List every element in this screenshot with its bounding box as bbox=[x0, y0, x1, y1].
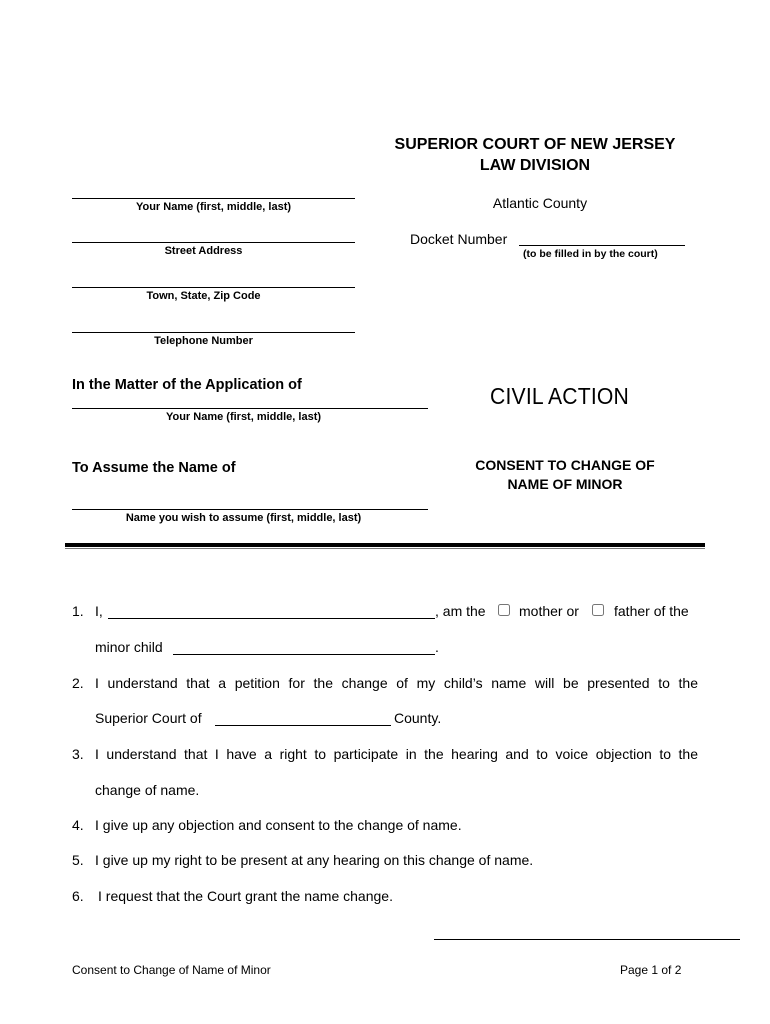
street-address-label: Street Address bbox=[164, 245, 243, 257]
item-3-number: 3. bbox=[72, 746, 84, 762]
item-1-number: 1. bbox=[72, 603, 84, 619]
parent-name-input[interactable] bbox=[108, 604, 435, 619]
item-3-text-cont: change of name. bbox=[95, 782, 200, 798]
assume-name-heading: To Assume the Name of bbox=[72, 460, 236, 476]
item-2-text: I understand that a petition for the change of my child’s name will be presented to the bbox=[95, 675, 698, 691]
town-state-zip-label: Town, State, Zip Code bbox=[146, 290, 261, 302]
item-5-text: I give up my right to be present at any hearing on this change of name. bbox=[95, 852, 534, 868]
father-label: father of the bbox=[614, 603, 689, 619]
matter-heading: In the Matter of the Application of bbox=[72, 377, 302, 393]
item-2-number: 2. bbox=[72, 675, 84, 691]
item-3-text: I understand that I have a right to participate in the hearing and to voice objection to the bbox=[95, 746, 698, 762]
item-1-period: . bbox=[435, 639, 439, 655]
item-4-number: 4. bbox=[72, 817, 84, 833]
your-name-label: Your Name (first, middle, last) bbox=[135, 201, 292, 213]
assumed-name-input[interactable] bbox=[72, 495, 428, 510]
county-name: Atlantic County bbox=[492, 195, 588, 211]
item-2-superior-court: Superior Court of bbox=[95, 710, 202, 726]
assumed-name-label: Name you wish to assume (first, middle, last) bbox=[125, 512, 362, 524]
footer-page-number: Page 1 of 2 bbox=[620, 963, 682, 977]
county-input[interactable] bbox=[215, 711, 391, 726]
item-1-text-i: I, bbox=[95, 603, 103, 619]
court-division: LAW DIVISION bbox=[479, 157, 591, 174]
docket-number-input[interactable] bbox=[519, 231, 685, 246]
item-1-text-am-the: , am the bbox=[435, 603, 486, 619]
item-6-text: I request that the Court grant the name change. bbox=[98, 888, 393, 904]
telephone-input[interactable] bbox=[72, 318, 355, 333]
docket-label: Docket Number bbox=[410, 231, 508, 247]
item-2-county: County. bbox=[394, 710, 442, 726]
item-1-minor-child: minor child bbox=[95, 639, 163, 655]
applicant-name-label: Your Name (first, middle, last) bbox=[165, 411, 322, 423]
docket-note: (to be filled in by the court) bbox=[523, 248, 658, 260]
section-divider-shadow bbox=[65, 548, 705, 549]
item-6-number: 6. bbox=[72, 888, 84, 904]
mother-label: mother or bbox=[519, 603, 579, 619]
street-address-input[interactable] bbox=[72, 228, 355, 243]
document-title-line2: NAME OF MINOR bbox=[507, 476, 623, 492]
civil-action-title: CIVIL ACTION bbox=[490, 383, 630, 409]
signature-input[interactable] bbox=[434, 925, 740, 940]
town-state-zip-input[interactable] bbox=[72, 273, 355, 288]
minor-child-name-input[interactable] bbox=[173, 640, 435, 655]
document-title-line1: CONSENT TO CHANGE OF bbox=[475, 457, 655, 473]
applicant-name-input[interactable] bbox=[72, 394, 428, 409]
mother-checkbox[interactable] bbox=[498, 604, 510, 616]
section-divider bbox=[65, 543, 705, 547]
court-name: SUPERIOR COURT OF NEW JERSEY bbox=[394, 136, 676, 153]
father-checkbox[interactable] bbox=[592, 604, 604, 616]
item-5-number: 5. bbox=[72, 852, 84, 868]
telephone-label: Telephone Number bbox=[154, 335, 253, 347]
item-4-text: I give up any objection and consent to the change of name. bbox=[95, 817, 462, 833]
footer-form-title: Consent to Change of Name of Minor bbox=[72, 963, 271, 977]
your-name-input[interactable] bbox=[72, 184, 355, 199]
